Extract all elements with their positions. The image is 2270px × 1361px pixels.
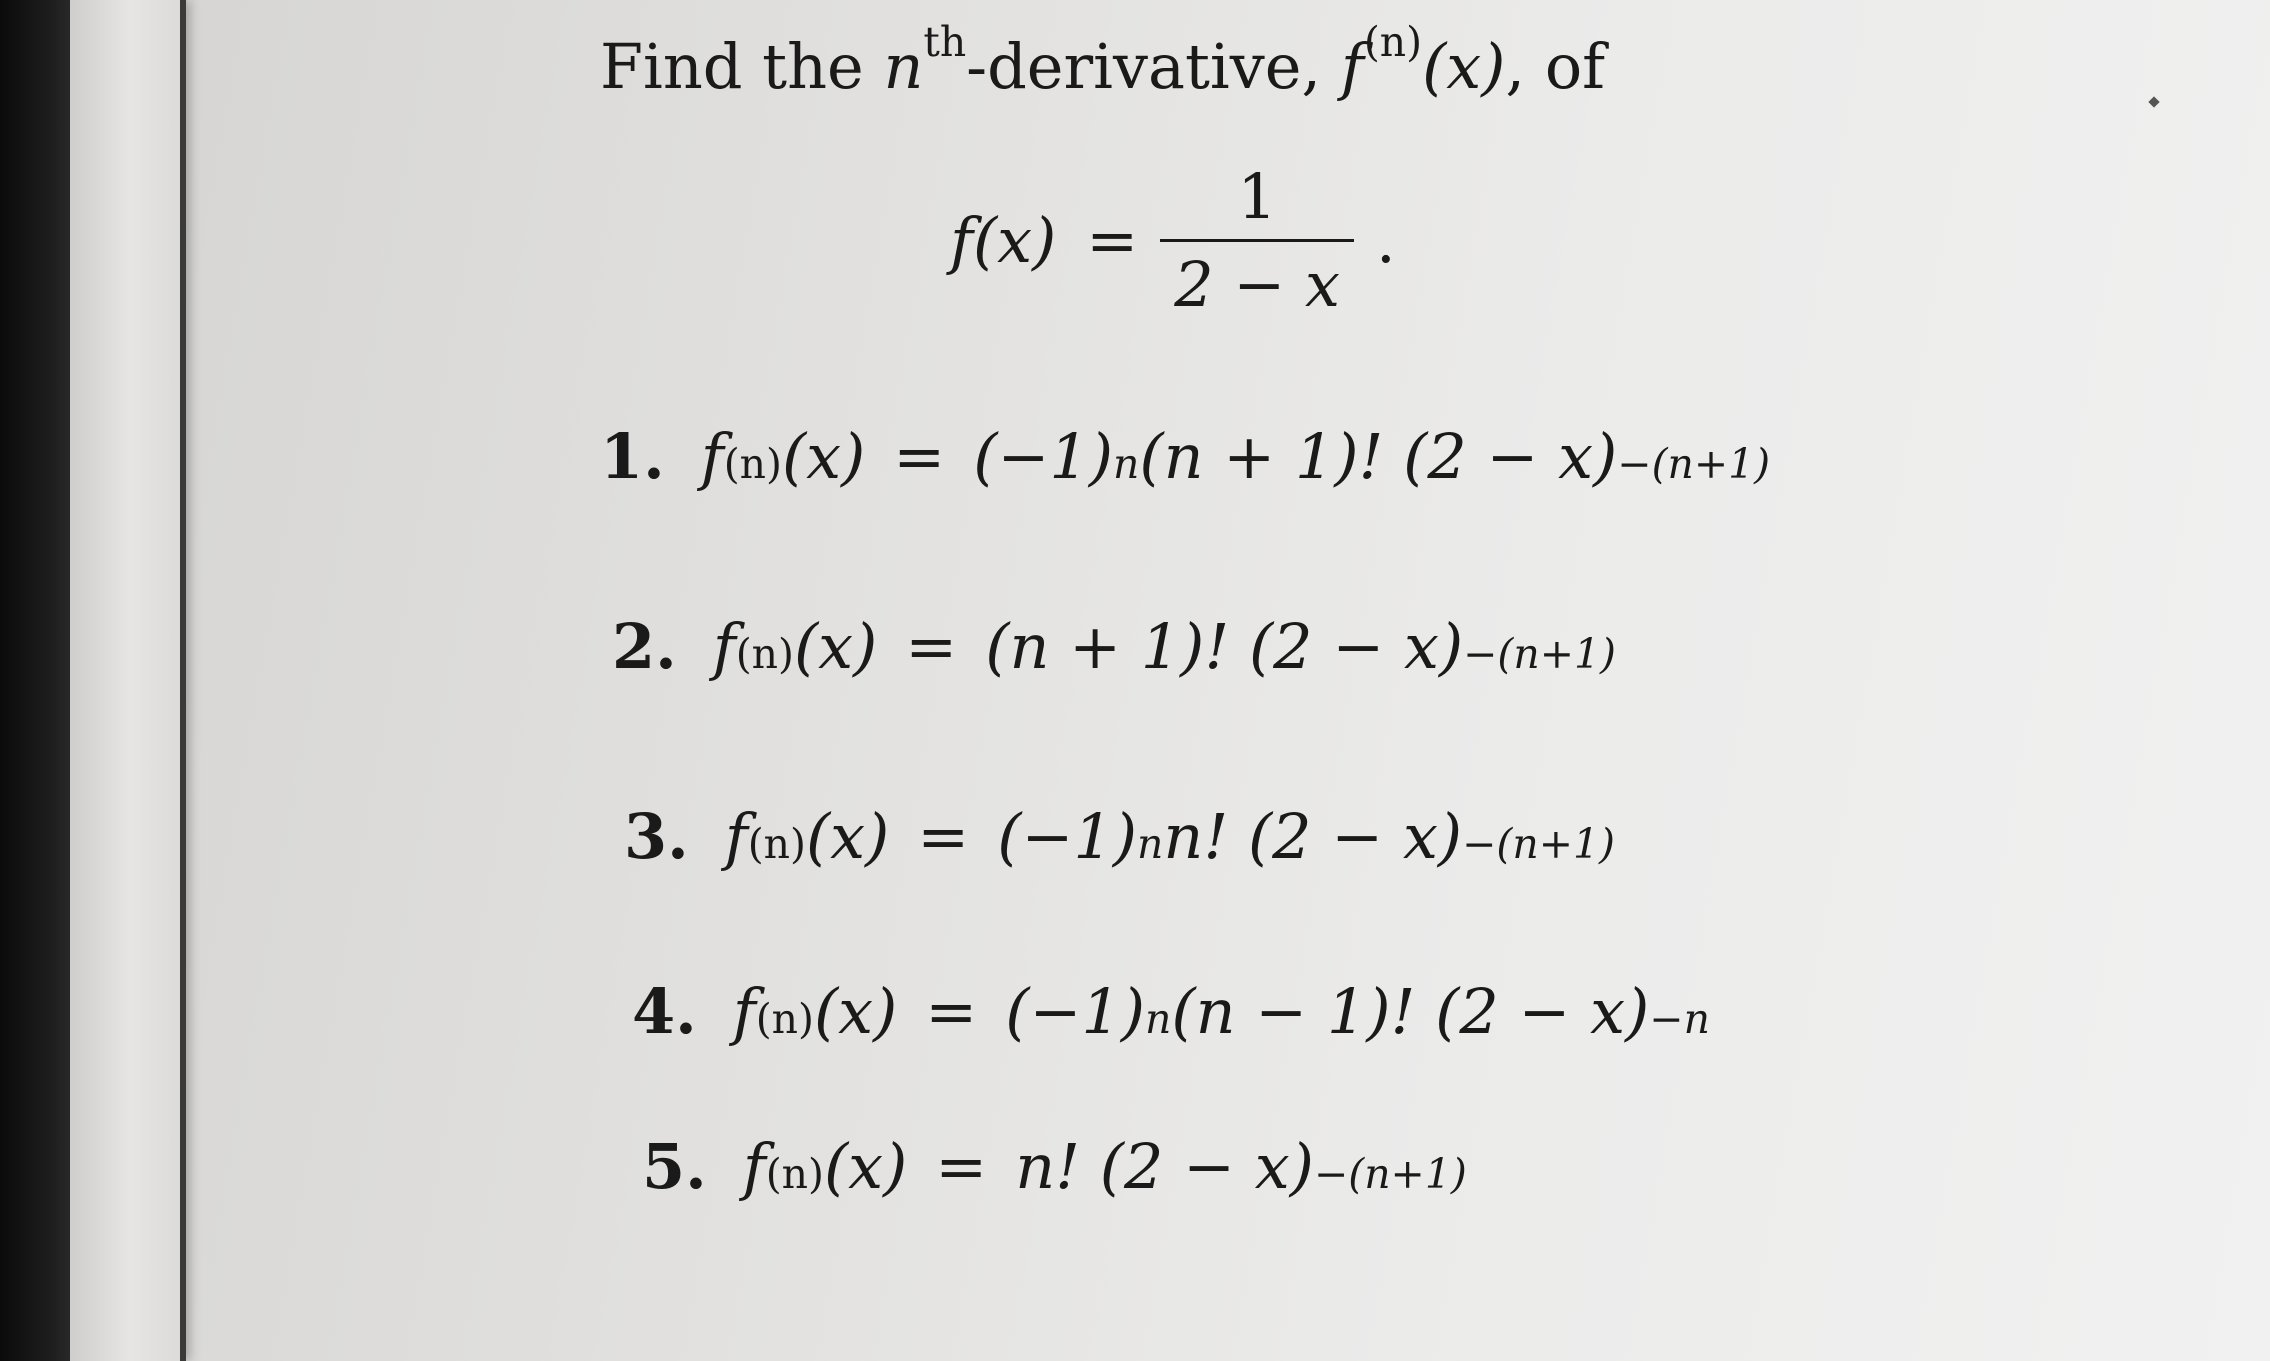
choice-f: f	[742, 1130, 766, 1203]
function-definition	[950, 160, 1396, 321]
choice-arg: (x)	[793, 610, 878, 683]
answer-choice-4[interactable]: 4. f (n) (x) = (−1) n (n − 1)! (2 − x) −n	[632, 975, 1710, 1048]
prompt-derivative-order: (n)	[1363, 18, 1423, 67]
choice-arg: (x)	[805, 800, 890, 873]
choice-number: 3.	[624, 800, 689, 873]
prompt-f-symbol: f	[1340, 30, 1364, 103]
prompt-suffix: , of	[1505, 30, 1606, 103]
definition-period: .	[1376, 204, 1396, 277]
choice-equals: =	[905, 610, 958, 683]
screen-edge	[70, 0, 186, 1361]
choice-body: (−1)	[973, 420, 1114, 493]
choice-f: f	[712, 610, 736, 683]
prompt-mid: -derivative,	[966, 30, 1322, 103]
question-prompt	[600, 18, 1606, 104]
choice-rest: n! (2 − x)	[1163, 800, 1463, 873]
definition-equals: =	[1086, 204, 1139, 277]
choice-number: 4.	[632, 975, 697, 1048]
choice-rest: (n − 1)! (2 − x)	[1171, 975, 1650, 1048]
answer-choice-5[interactable]: 5. f (n) (x) = n! (2 − x) −(n+1)	[642, 1130, 1467, 1203]
choice-equals: =	[935, 1130, 988, 1203]
answer-choice-2[interactable]: 2. f (n) (x) = (n + 1)! (2 − x) −(n+1)	[612, 610, 1616, 683]
choice-body: (n + 1)! (2 − x)	[985, 610, 1464, 683]
choice-body: (−1)	[997, 800, 1138, 873]
choice-f: f	[724, 800, 748, 873]
prompt-argument: (x)	[1422, 30, 1506, 103]
definition-lhs: f(x)	[950, 204, 1057, 277]
choice-arg: (x)	[813, 975, 898, 1048]
question-page	[600, 20, 2220, 1340]
fraction-denominator: 2 − x	[1160, 239, 1354, 321]
prompt-th-superscript: th	[923, 18, 967, 67]
choice-equals: =	[925, 975, 978, 1048]
choice-rest: (n + 1)! (2 − x)	[1139, 420, 1618, 493]
choice-f: f	[700, 420, 724, 493]
choice-number: 1.	[600, 420, 665, 493]
choice-arg: (x)	[823, 1130, 908, 1203]
answer-choice-3[interactable]: 3. f (n) (x) = (−1) n n! (2 − x) −(n+1)	[624, 800, 1615, 873]
choice-body: (−1)	[1005, 975, 1146, 1048]
choice-number: 2.	[612, 610, 677, 683]
fraction-numerator: 1	[1237, 160, 1277, 233]
choice-f: f	[732, 975, 756, 1048]
choice-body: n! (2 − x)	[1015, 1130, 1314, 1203]
prompt-prefix: Find the	[600, 30, 864, 103]
choice-number: 5.	[642, 1130, 707, 1203]
prompt-n-symbol: n	[883, 30, 924, 103]
answer-choice-1[interactable]: 1. f (n) (x) = (−1) n (n + 1)! (2 − x) −(n+1)	[600, 420, 1771, 493]
choice-arg: (x)	[781, 420, 866, 493]
choice-equals: =	[893, 420, 946, 493]
monitor-bezel	[0, 0, 70, 1361]
definition-fraction	[1160, 160, 1354, 321]
choice-equals: =	[917, 800, 970, 873]
